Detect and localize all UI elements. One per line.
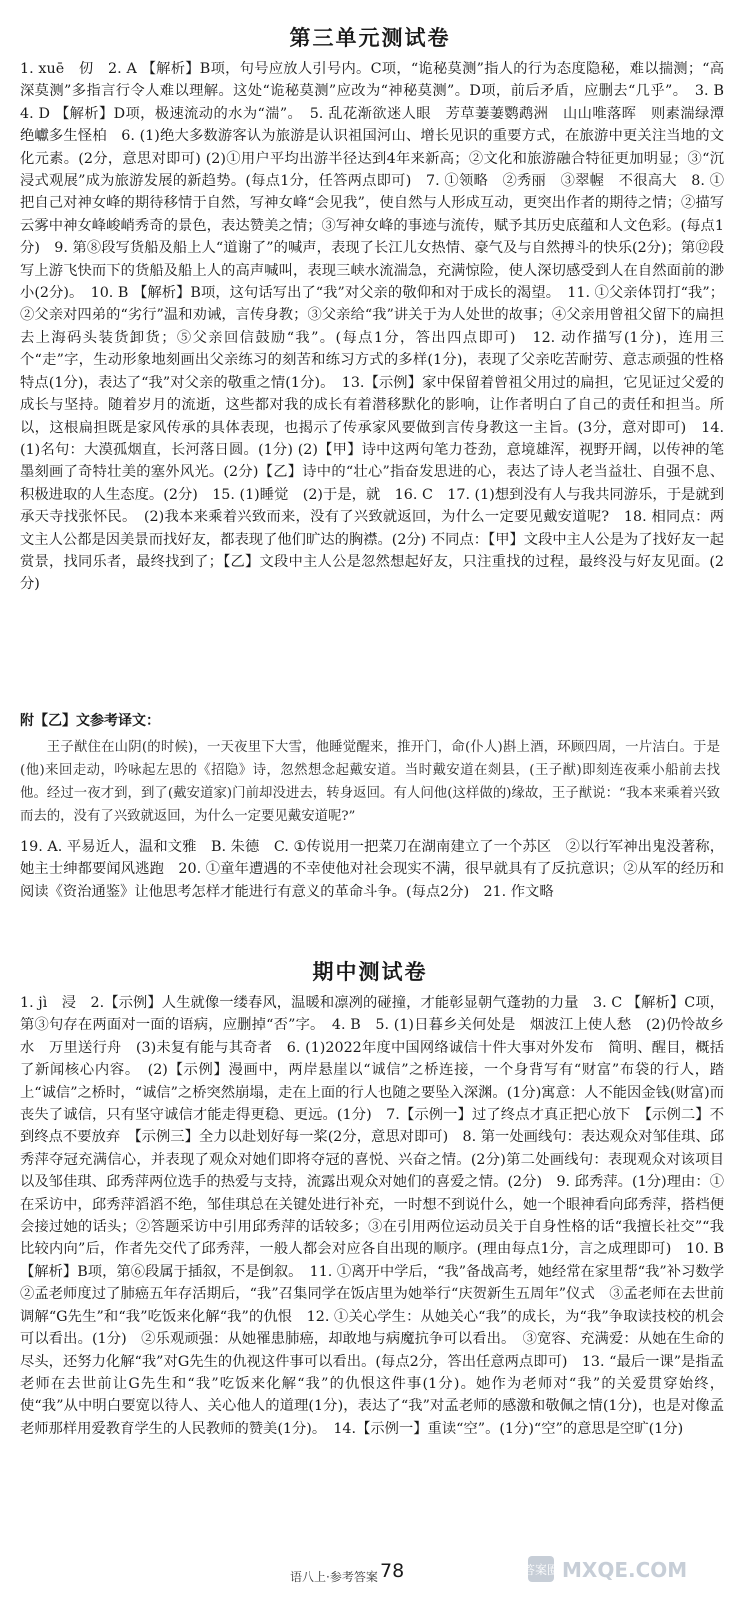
watermark-text: MXQE.COM xyxy=(562,1558,688,1582)
section-body-unit-three-continued: 19. A. 平易近人，温和文雅 B. 朱德 C. ①传说用一把菜刀在湖南建立了一个苏区 ②以行军神出鬼没著称，她主士绅都要闻风逃跑 20. ①童年遭遇的不幸使他对社会现实不满，很早就具有了反抗意识；②从军的经历和阅读《资治通鉴》让他思考怎样才能进行有意义的革命斗争。(每点2分) 21. 作文略 xyxy=(20,839,724,900)
section-body-unit-three: 1. xuē 仞 2. A 【解析】B项，句号应放人引号内。C项，“诡秘莫测”指人的行为态度隐秘，难以揣测；“高深莫测”多指言行令人难以理解。这处“诡秘莫测”应改为“神秘莫测”。D项，前后矛盾，应删去“几乎”。 3. B 4. D 【解析】D项，极速流动的水为“湍”。 5. 乱花渐欲迷人眼 芳草萋萋鹦鹉洲 山山唯落晖 则素湍绿潭 绝巘多生怪柏 6. (1)绝大多数游客认为旅游是认识祖国河山、增长见识的重要方式，在旅游中更关注当地的文化元素。(2分，意思对即可) (2)①用户平均出游半径达到4年来新高；②文化和旅游融合特征更加明显；③“沉浸式观展”成为旅游发展的新趋势。(每点1分，任答两点即可) 7. ①领略 ②秀丽 ③翠幄 不很高大 8. ①把自己对神女峰的期待移情于自然，写神女峰“会见我”，使自然与人形成互动，更突出作者的期待之情；②描写云雾中神女峰峻峭秀奇的景色，表达赞美之情；③写神女峰的事迹与流传，赋予其历史底蕴和人文色彩。(每点1分) 9. 第⑧段写货船及船上人“道谢了”的喊声，表现了长江儿女热情、豪气及与自然搏斗的快乐(2分)；第⑫段写上游飞快而下的货船及船上人的高声喊叫，表现三峡水流湍急，充满惊险，使人深切感受到人在自然面前的渺小(2分)。 10. B 【解析】B项，这句话写出了“我”对父亲的敬仰和对于成长的渴望。 11. ①父亲体罚打“我”；②父亲对四弟的“劣行”温和劝诫，言传身教；③父亲给“我”讲关于为人处世的故事；④父亲用曾祖父留下的扁担去上海码头装货卸货；⑤父亲回信鼓励“我”。(每点1分，答出四点即可) 12. 动作描写(1分)，连用三个“走”字，生动形象地刻画出父亲练习的刻苦和练习方式的多样(1分)，表现了父亲吃苦耐劳、意志顽强的性格特点(1分)，表达了“我”对父亲的敬重之情(1分)。 13.【示例】家中保留着曾祖父用过的扁担，它见证过父爱的成长与坚持。随着岁月的流逝，这些都对我的成长有着潜移默化的影响，让作者明白了自己的责任和担当。所以，这根扁担既是家风传承的具体表现，也揭示了传承家风要做到言传身教这一主旨。(3分，意对即可) 14. (1)名句：大漠孤烟直，长河落日圆。(1分) (2)【甲】诗中这两句笔力苍劲，意境雄浑，视野开阔，以传神的笔墨刻画了奇特壮美的塞外风光。(2分)【乙】诗中的“壮心”指奋发思进的心，表达了诗人老当益壮、自强不息、积极进取的人生态度。(2分) 15. (1)睡觉 (2)于是，就 16. C 17. (1)想到没有人与我共同游乐，于是就到承天寺找张怀民。 (2)我本来乘着兴致而来，没有了兴致就返回，为什么一定要见戴安道呢? 18. 相同点：两文主人公都是因美景而找好友，都表现了他们旷达的胸襟。(2分) 不同点：【甲】文段中主人公是为了找好友一起赏景，找同乐者，最终找到了；【乙】文段中主人公是忽然想起好友，只注重找的过程，最终没与好友见面。(2分) xyxy=(20,61,739,593)
appendix-translation: 王子猷住在山阴(的时候)，一天夜里下大雪，他睡觉醒来，推开门，命(仆人)斟上酒，环顾四周，一片洁白。于是(他)来回走动，吟咏起左思的《招隐》诗，忽然想念起戴安道。当时戴安道在剡县，(王子猷)即刻连夜乘小船前去找他。经过一夜才到，到了(戴安道家)门前却没进去，转身返回。有人问他(这样做的)缘故，王子猷说：“我本来乘着兴致而去的，没有了兴致就返回，为什么一定要见戴安道呢?” xyxy=(20,740,720,824)
footer-label: 语八上·参考答案 xyxy=(290,1570,378,1584)
watermark-logo xyxy=(522,1552,728,1586)
watermark-sub: 答案圈 xyxy=(522,1563,560,1577)
section-body-midterm: 1. jì 浸 2.【示例】人生就像一缕春风，温暖和凛冽的碰撞，才能彰显朝气蓬勃的力量 3. C 【解析】C项，第③句存在两面对一面的语病，应删掉“否”字。 4. B 5. (1)日暮乡关何处是 烟波江上使人愁 (2)仍怜故乡水 万里送行舟 (3)未复有能与其奇者 6. (1)2022年度中国网络诚信十件大事对外发布 简明、醒目，概括了新闻核心内容。 (2)【示例】漫画中，两岸悬崖以“诚信”之桥连接，一个身背写有“财富”布袋的行人，踏上“诚信”之桥时，“诚信”之桥突然崩塌，走在上面的行人也随之要坠入深渊。(1分)寓意：人不能因金钱(财富)而丧失了诚信，只有坚守诚信才能走得更稳、更远。(1分) 7.【示例一】过了终点才真正把心放下 【示例二】不到终点不要放弃 【示例三】全力以赴划好每一桨(2分，意思对即可) 8. 第一处画线句：表达观众对邹佳琪、邱秀萍夺冠充满信心，并表现了观众对她们即将夺冠的喜悦、兴奋之情。(2分)第二处画线句：表现观众对该项目以及邹佳琪、邱秀萍两位选手的热爱与支持，流露出观众对她们的喜爱之情。(2分) 9. 邱秀萍。(1分)理由：①在采访中，邱秀萍滔滔不绝，邹佳琪总在关键处进行补充，一时想不到说什么，她一个眼神看向邱秀萍，搭档便会接过她的话头；②答题采访中引用邱秀萍的话较多；③在引用两位运动员关于自身性格的话“我擅长社交”“我比较内向”后，作者先交代了邱秀萍，一般人都会对应各自出现的顺序。(理由每点1分，言之成理即可) 10. B 【解析】B项，第⑥段属于插叙，不是倒叙。 11. ①离开中学后，“我”备战高考，她经常在家里帮“我”补习数学 ②孟老师度过了肺癌五年存活期后，“我”召集同学在饭店里为她举行“庆贺新生五周年”仪式 ③孟老师在去世前调解“G先生”和“我”吃饭来化解“我”的仇恨 12. ①关心学生：从她关心“我”的成长，为“我”争取读技校的机会可以看出。(1分) ②乐观顽强：从她罹患肺癌，却敢地与病魔抗争可以看出。 ③宽容、充满爱：从她在生命的尽头，还努力化解“我”对G先生的仇视这件事可以看出。(每点2分，答出任意两点即可) 13. “最后一课”是指孟老师在去世前让G先生和“我”吃饭来化解“我”的仇恨这件事(1分)。她作为老师对“我”的关爱贯穿始终，使“我”从中明白要宽以待人、关心他人的道理(1分)，表达了“我”对孟老师的感激和敬佩之情(1分)，也是对像孟老师那样用爱教育学生的人民教师的赞美(1分)。 14.【示例一】重读“空”。(1分)“空”的意思是空旷(1分) xyxy=(20,995,739,1437)
section-title-midterm: 期中测试卷 xyxy=(312,960,428,984)
appendix-heading: 附【乙】文参考译文： xyxy=(20,713,160,729)
page-number: 78 xyxy=(380,1560,405,1582)
section-title-unit-three: 第三单元测试卷 xyxy=(289,26,451,50)
